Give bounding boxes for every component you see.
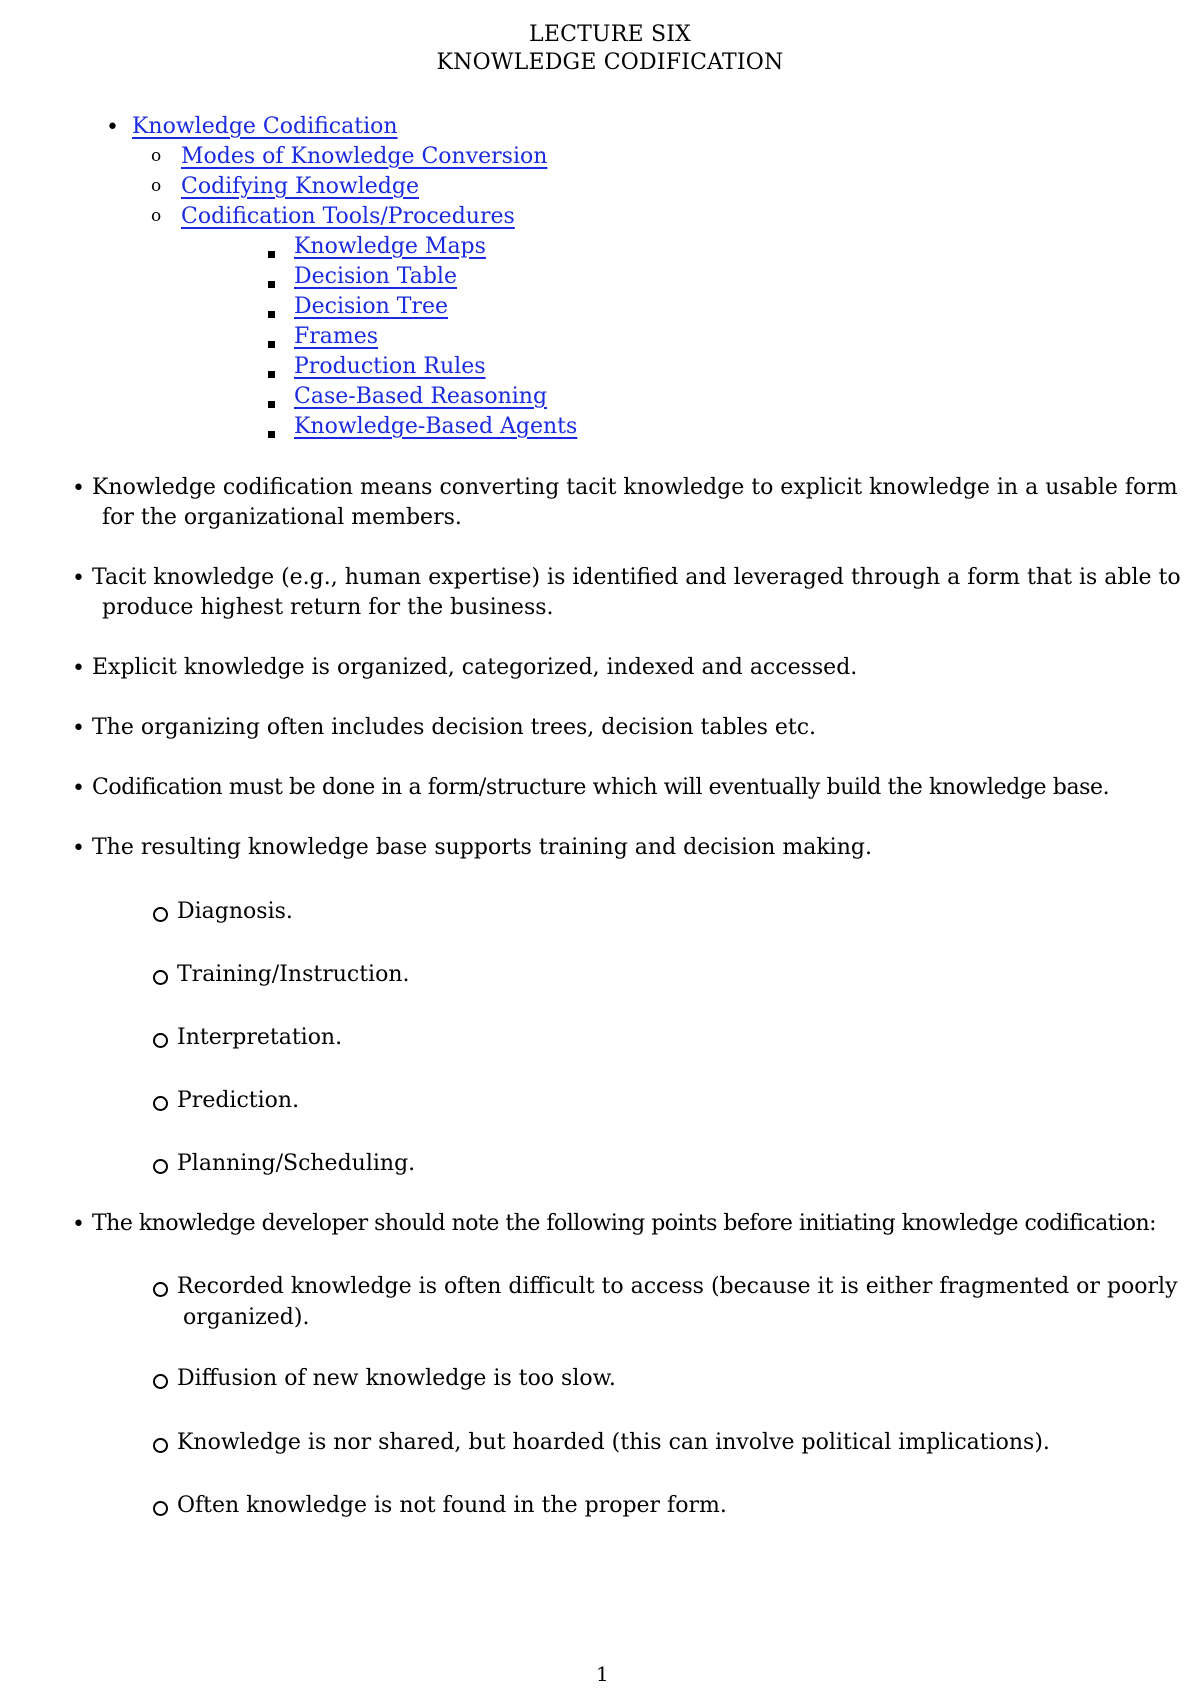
list-item: Often knowledge is not found in the proper form.: [177, 1493, 727, 1518]
toc-link-knowledge-maps[interactable]: Knowledge Maps: [294, 234, 486, 259]
paragraph-line: The resulting knowledge base supports training and decision making.: [92, 835, 872, 860]
paragraph-line: Tacit knowledge (e.g., human expertise) is identified and leveraged through a form that is able to: [92, 565, 1181, 590]
square-bullet-icon: [268, 251, 275, 258]
page-number: 1: [596, 1662, 609, 1686]
hollow-circle-bullet-icon: [153, 1033, 168, 1048]
paragraph-line: The organizing often includes decision trees, decision tables etc.: [92, 715, 817, 740]
toc-link-case-based-reasoning[interactable]: Case-Based Reasoning: [294, 384, 548, 409]
bullet-dot-icon: •: [72, 566, 85, 591]
square-bullet-icon: [268, 401, 275, 408]
list-item: Diffusion of new knowledge is too slow.: [177, 1366, 616, 1391]
square-bullet-icon: [268, 311, 275, 318]
list-item: Recorded knowledge is often difficult to access (because it is either fragmented or poorly: [177, 1274, 1178, 1299]
paragraph-line: Knowledge codification means converting tacit knowledge to explicit knowledge in a usable form: [92, 475, 1178, 500]
list-item: Training/Instruction.: [177, 962, 410, 987]
paragraph-line: Codification must be done in a form/structure which will eventually build the knowledge base.: [92, 775, 1110, 800]
bullet-dot-icon: •: [106, 115, 119, 140]
square-bullet-icon: [268, 341, 275, 348]
toc-link-decision-tree[interactable]: Decision Tree: [294, 294, 448, 319]
paragraph-line: Explicit knowledge is organized, categorized, indexed and accessed.: [92, 655, 858, 680]
list-item: Diagnosis.: [177, 899, 293, 924]
toc-link-production-rules[interactable]: Production Rules: [294, 354, 486, 379]
hollow-circle-bullet-icon: [153, 1374, 168, 1389]
toc-link-knowledge-based-agents[interactable]: Knowledge-Based Agents: [294, 414, 578, 439]
bullet-dot-icon: •: [72, 716, 85, 741]
lecture-subtitle: KNOWLEDGE CODIFICATION: [436, 50, 784, 75]
paragraph-line: The knowledge developer should note the following points before initiating knowledge codification:: [92, 1211, 1157, 1236]
toc-link-modes[interactable]: Modes of Knowledge Conversion: [181, 144, 548, 169]
toc-link-codifying[interactable]: Codifying Knowledge: [181, 174, 419, 199]
hollow-circle-bullet-icon: [153, 1159, 168, 1174]
bullet-dot-icon: •: [72, 836, 85, 861]
hollow-circle-bullet-icon: [153, 1282, 168, 1297]
lecture-title: LECTURE SIX: [529, 22, 691, 47]
bullet-dot-icon: •: [72, 776, 85, 801]
hollow-circle-bullet-icon: [153, 907, 168, 922]
toc-link-knowledge-codification[interactable]: Knowledge Codification: [132, 114, 398, 139]
square-bullet-icon: [268, 281, 275, 288]
circle-bullet-icon: o: [151, 176, 162, 196]
list-item: Planning/Scheduling.: [177, 1151, 416, 1176]
list-item: Prediction.: [177, 1088, 300, 1113]
toc-link-frames[interactable]: Frames: [294, 324, 379, 349]
hollow-circle-bullet-icon: [153, 1096, 168, 1111]
bullet-dot-icon: •: [72, 1212, 85, 1237]
hollow-circle-bullet-icon: [153, 970, 168, 985]
hollow-circle-bullet-icon: [153, 1501, 168, 1516]
paragraph-line: produce highest return for the business.: [102, 595, 554, 620]
list-item: Knowledge is nor shared, but hoarded (this can involve political implications).: [177, 1430, 1050, 1455]
square-bullet-icon: [268, 431, 275, 438]
toc-link-tools[interactable]: Codification Tools/Procedures: [181, 204, 515, 229]
square-bullet-icon: [268, 371, 275, 378]
toc-link-decision-table[interactable]: Decision Table: [294, 264, 457, 289]
hollow-circle-bullet-icon: [153, 1438, 168, 1453]
list-item-continuation: organized).: [183, 1305, 310, 1330]
circle-bullet-icon: o: [151, 146, 162, 166]
paragraph-line: for the organizational members.: [102, 505, 462, 530]
list-item: Interpretation.: [177, 1025, 343, 1050]
bullet-dot-icon: •: [72, 656, 85, 681]
circle-bullet-icon: o: [151, 206, 162, 226]
bullet-dot-icon: •: [72, 476, 85, 501]
